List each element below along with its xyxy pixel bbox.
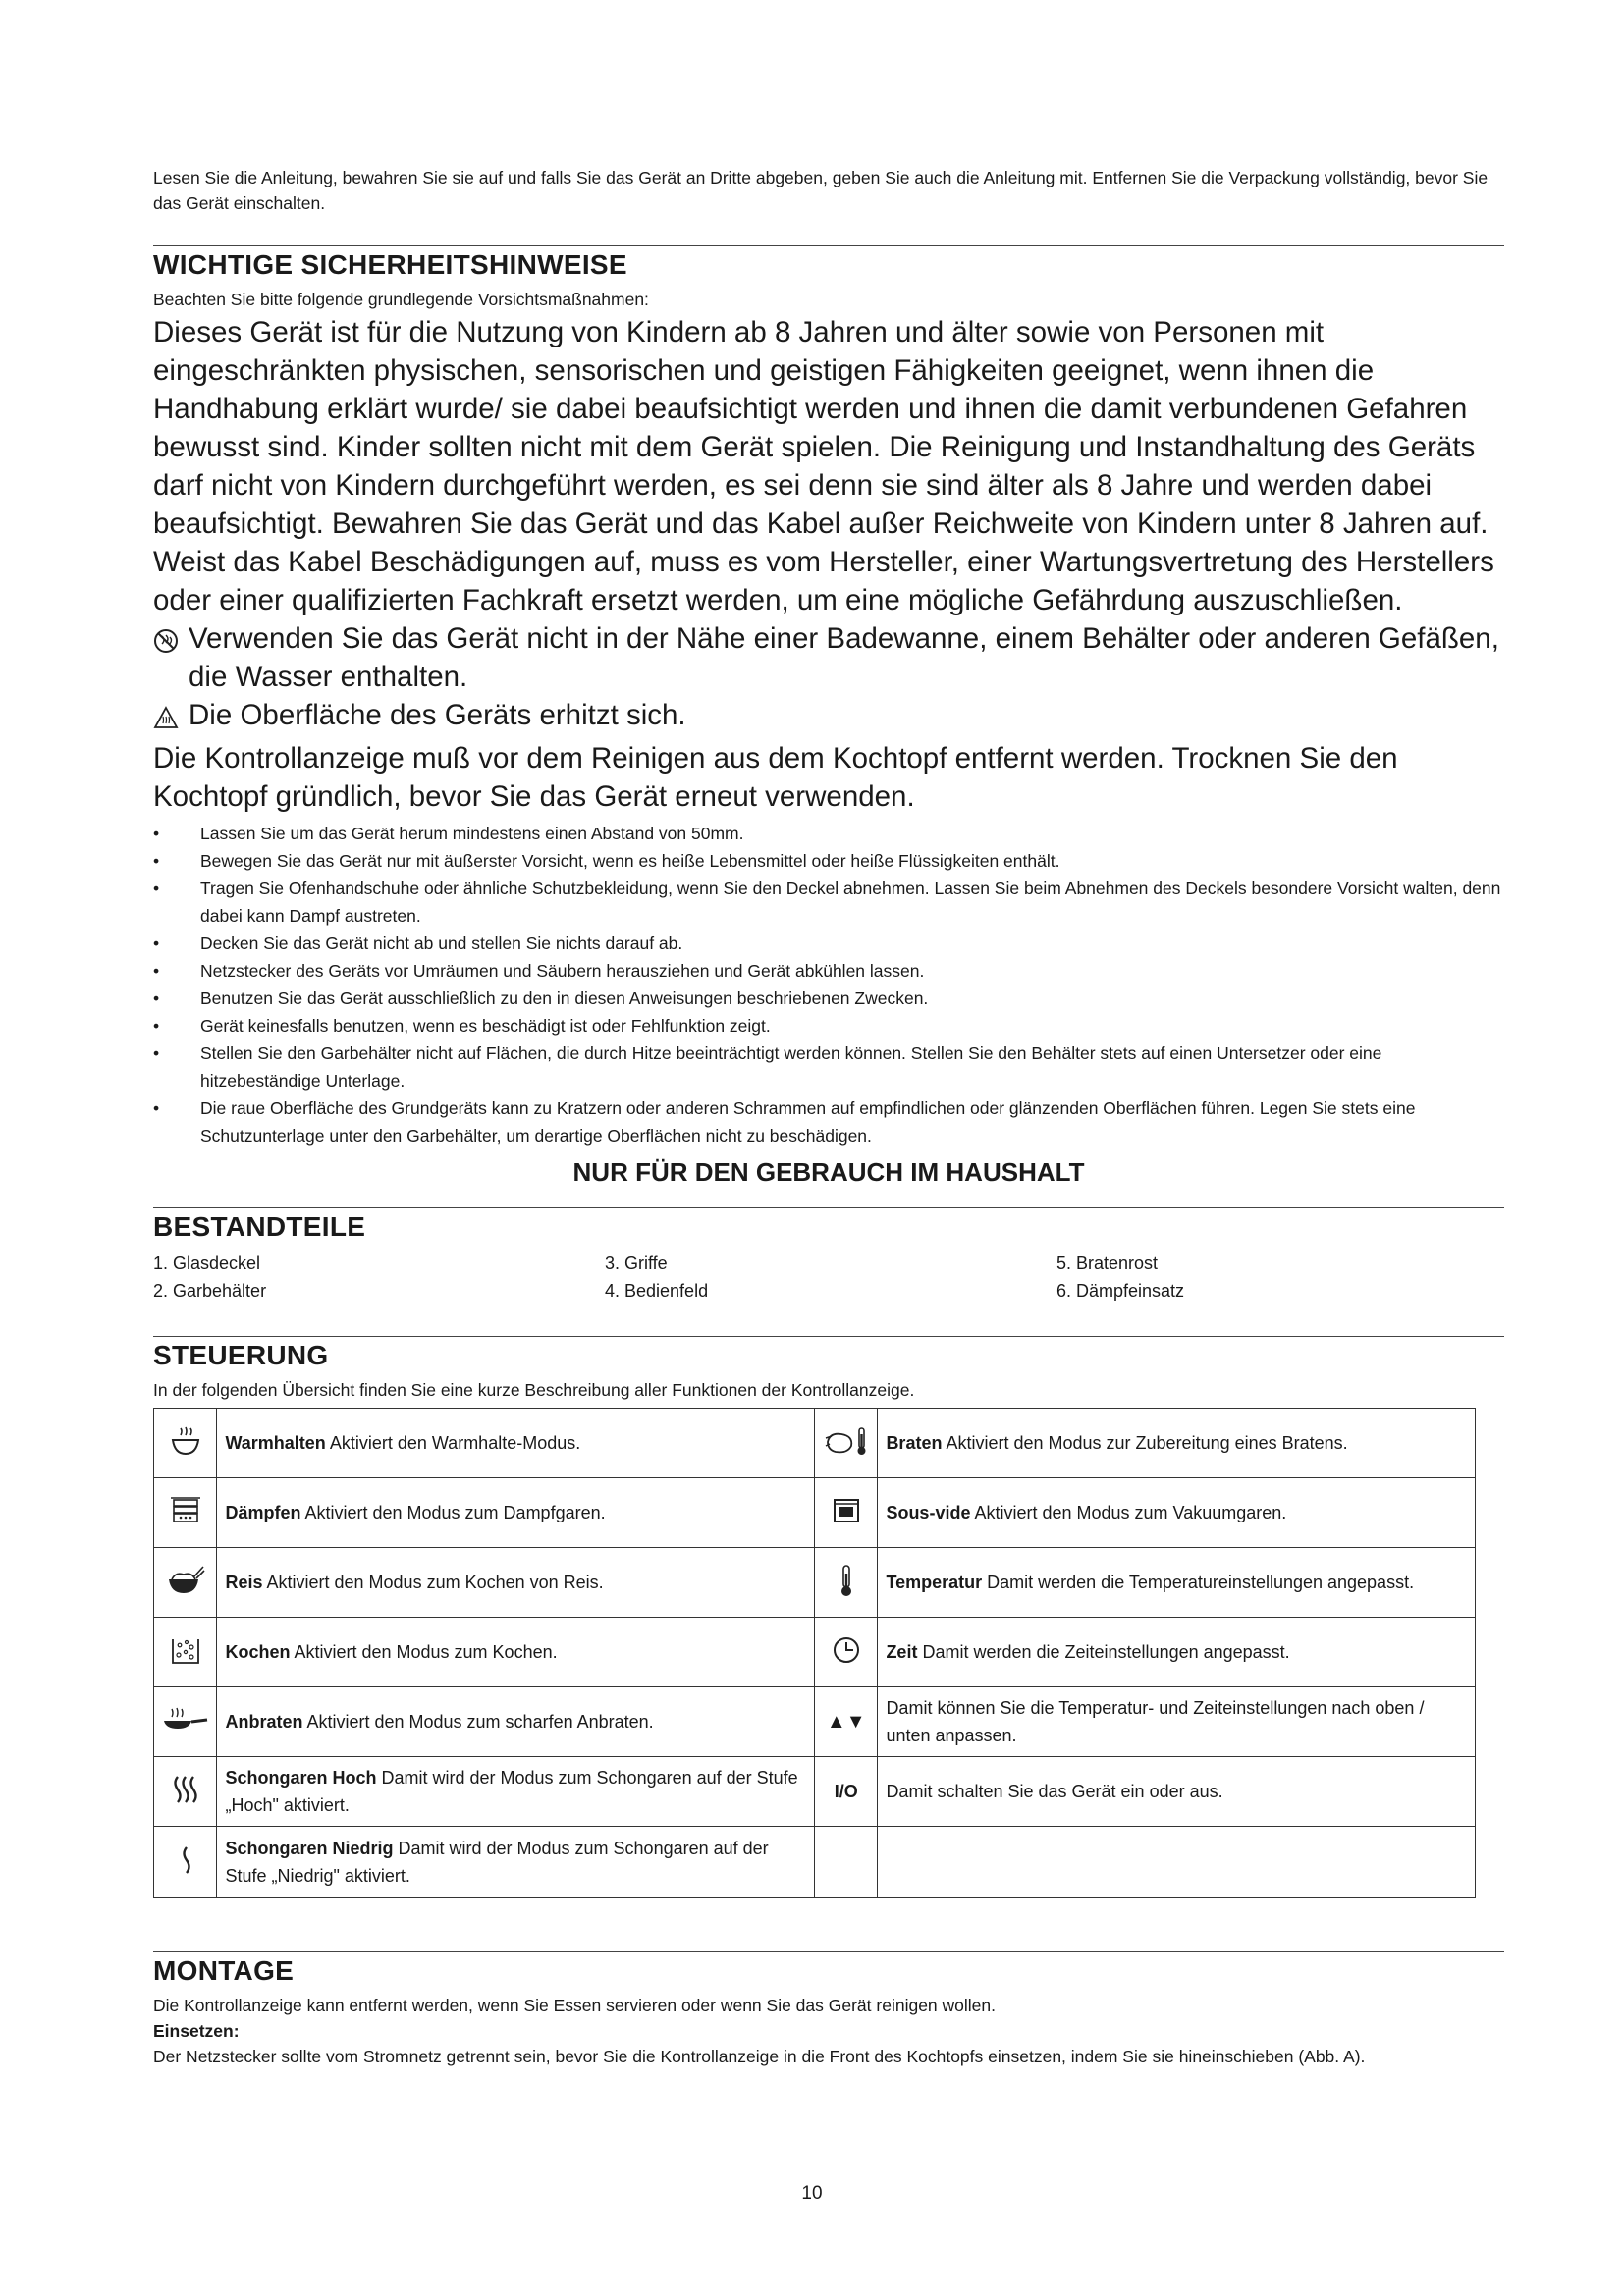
safety-heading: WICHTIGE SICHERHEITSHINWEISE — [153, 249, 627, 280]
divider — [153, 1207, 1504, 1208]
list-item: • Benutzen Sie das Gerät ausschließlich zu den in diesen Anweisungen beschriebenen Zwecken. — [153, 988, 929, 1008]
clock-icon — [814, 1618, 877, 1687]
assembly-section — [153, 1951, 1504, 2068]
table-cell: Schongaren Hoch Damit wird der Modus zum Schongaren auf der Stufe „Hoch" aktiviert. — [217, 1757, 815, 1827]
boil-icon — [154, 1618, 217, 1687]
controls-section — [153, 1336, 1504, 1898]
list-item: 6. Dämpfeinsatz — [1056, 1281, 1185, 1301]
parts-section — [153, 1207, 1504, 1305]
thermometer-icon — [814, 1548, 877, 1618]
list-item: 4. Bedienfeld — [605, 1281, 709, 1301]
household-use-notice: NUR FÜR DEN GEBRAUCH IM HAUSHALT — [572, 1157, 1085, 1187]
water-warning-text: Verwenden Sie das Gerät nicht in der Nähe einer Badewanne, einem Behälter oder anderen Gefäßen, die Wasser enthalten. — [189, 622, 1499, 693]
controls-table — [153, 1408, 1476, 1898]
list-item: • Netzstecker des Geräts vor Umräumen und Säubern herausziehen und Gerät abkühlen lassen. — [153, 961, 925, 981]
divider — [153, 1336, 1504, 1337]
table-cell: Dämpfen Aktiviert den Modus zum Dampfgaren. — [217, 1478, 815, 1548]
table-row — [154, 1548, 1476, 1618]
list-item: • Decken Sie das Gerät nicht ab und stellen Sie nichts darauf ab. — [153, 934, 683, 953]
table-cell-empty — [814, 1827, 877, 1898]
safety-section — [153, 245, 1504, 1188]
assembly-heading: MONTAGE — [153, 1955, 295, 1986]
table-cell: Damit können Sie die Temperatur- und Zeiteinstellungen nach oben / unten anpassen. — [878, 1687, 1476, 1757]
insert-instructions: Der Netzstecker sollte vom Stromnetz getrennt sein, bevor Sie die Kontrollanzeige in die Front des Kochtopfs einsetzen, indem Sie sie hineinschieben (Abb. A). — [153, 2047, 1366, 2066]
page-content — [153, 165, 1504, 2070]
list-item: • Die raue Oberfläche des Grundgeräts kann zu Kratzern oder anderen Schrammen auf empfindlichen oder glänzenden Oberflächen führen. Legen Sie stets eine Schutzunterlage unter den Garbehälter, um derartige Oberflächen nicht zu beschädigen. — [153, 1098, 1416, 1146]
slow-cook-high-icon — [154, 1757, 217, 1827]
keep-warm-icon — [154, 1409, 217, 1478]
safety-paragraph-cable: Weist das Kabel Beschädigungen auf, muss es vom Hersteller, einer Wartungsvertretung des Herstellers oder einer qualifizierten Fachkraft ersetzt werden, um eine mögliche Gefährdung auszuschließen. — [153, 546, 1494, 616]
hot-surface-text: Die Oberfläche des Geräts erhitzt sich. — [189, 699, 686, 731]
roast-icon — [814, 1409, 877, 1478]
safety-bullet-list — [153, 820, 1504, 1149]
list-item: 2. Garbehälter — [153, 1281, 267, 1301]
table-cell: Schongaren Niedrig Damit wird der Modus zum Schongaren auf der Stufe „Niedrig" aktiviert. — [217, 1827, 815, 1898]
list-item: • Gerät keinesfalls benutzen, wenn es beschädigt ist oder Fehlfunktion zeigt. — [153, 1016, 771, 1036]
table-cell: Temperatur Damit werden die Temperatureinstellungen angepasst. — [878, 1548, 1476, 1618]
list-item: 1. Glasdeckel — [153, 1254, 261, 1273]
sous-vide-icon — [814, 1478, 877, 1548]
table-cell-empty — [878, 1827, 1476, 1898]
intro-text: Lesen Sie die Anleitung, bewahren Sie sie auf und falls Sie das Gerät an Dritte abgeben, geben Sie auch die Anleitung mit. Entfernen Sie die Verpackung vollständig, bevor Sie das Gerät einschalten. — [153, 168, 1489, 213]
sear-icon — [154, 1687, 217, 1757]
parts-list — [153, 1250, 1504, 1305]
water-warning — [153, 619, 1504, 696]
list-item: 5. Bratenrost — [1056, 1254, 1159, 1273]
list-item: • Bewegen Sie das Gerät nur mit äußerster Vorsicht, wenn es heiße Lebensmittel oder heiße Flüssigkeiten enthält. — [153, 851, 1060, 871]
hot-surface-warning — [153, 696, 1504, 739]
hot-surface-icon — [153, 701, 179, 739]
table-row — [154, 1687, 1476, 1757]
table-cell: Braten Aktiviert den Modus zur Zubereitung eines Bratens. — [878, 1409, 1476, 1478]
table-row — [154, 1409, 1476, 1478]
safety-paragraph-cleaning: Die Kontrollanzeige muß vor dem Reinigen aus dem Kochtopf entfernt werden. Trocknen Sie den Kochtopf gründlich, bevor Sie das Gerät erneut verwenden. — [153, 742, 1398, 813]
divider — [153, 1951, 1504, 1952]
table-row — [154, 1618, 1476, 1687]
table-cell: Warmhalten Aktiviert den Warmhalte-Modus. — [217, 1409, 815, 1478]
parts-heading: BESTANDTEILE — [153, 1211, 366, 1242]
safety-subtitle: Beachten Sie bitte folgende grundlegende Vorsichtsmaßnahmen: — [153, 290, 649, 309]
table-row — [154, 1478, 1476, 1548]
up-down-icon: ▲▼ — [814, 1687, 877, 1757]
steam-icon — [154, 1478, 217, 1548]
table-cell: Sous-vide Aktiviert den Modus zum Vakuumgaren. — [878, 1478, 1476, 1548]
table-cell: Anbraten Aktiviert den Modus zum scharfen Anbraten. — [217, 1687, 815, 1757]
rice-icon — [154, 1548, 217, 1618]
list-item: • Tragen Sie Ofenhandschuhe oder ähnliche Schutzbekleidung, wenn Sie den Deckel abnehmen. Lassen Sie beim Abnehmen des Deckels besondere Vorsicht walten, denn dabei kann Dampf austreten. — [153, 879, 1501, 926]
controls-heading: STEUERUNG — [153, 1340, 329, 1370]
divider — [153, 245, 1504, 246]
table-cell: Reis Aktiviert den Modus zum Kochen von Reis. — [217, 1548, 815, 1618]
list-item: • Stellen Sie den Garbehälter nicht auf Flächen, die durch Hitze beeinträchtigt werden können. Stellen Sie den Behälter stets auf einen Untersetzer oder eine hitzebeständige Unterlage. — [153, 1043, 1382, 1091]
power-icon: I/O — [814, 1757, 877, 1827]
insert-label: Einsetzen: — [153, 2021, 240, 2041]
table-row — [154, 1757, 1476, 1827]
table-cell: Zeit Damit werden die Zeiteinstellungen angepasst. — [878, 1618, 1476, 1687]
no-water-icon — [153, 625, 179, 664]
safety-paragraph-children: Dieses Gerät ist für die Nutzung von Kindern ab 8 Jahren und älter sowie von Personen mit eingeschränkten physischen, sensorischen und geistigen Fähigkeiten geeignet, wenn ihnen die Handhabung erklärt wurde/ sie dabei beaufsichtigt werden und ihnen die damit verbundenen Gefahren bewusst sind. Kinder sollten nicht mit dem Gerät spielen. Die Reinigung und Instandhaltung des Geräts darf nicht von Kindern durchgeführt werden, es sei denn sie sind älter als 8 Jahre und werden dabei beaufsichtigt. Bewahren Sie das Gerät und das Kabel außer Reichweite von Kindern unter 8 Jahren auf. — [153, 316, 1489, 540]
page-number: 10 — [801, 2183, 823, 2204]
table-cell: Damit schalten Sie das Gerät ein oder aus. — [878, 1757, 1476, 1827]
controls-intro: In der folgenden Übersicht finden Sie eine kurze Beschreibung aller Funktionen der Kontrollanzeige. — [153, 1380, 915, 1400]
table-row — [154, 1827, 1476, 1898]
assembly-intro: Die Kontrollanzeige kann entfernt werden, wenn Sie Essen servieren oder wenn Sie das Gerät reinigen wollen. — [153, 1996, 996, 2015]
list-item: 3. Griffe — [605, 1254, 668, 1273]
slow-cook-low-icon — [154, 1827, 217, 1898]
list-item: • Lassen Sie um das Gerät herum mindestens einen Abstand von 50mm. — [153, 824, 744, 843]
table-cell: Kochen Aktiviert den Modus zum Kochen. — [217, 1618, 815, 1687]
